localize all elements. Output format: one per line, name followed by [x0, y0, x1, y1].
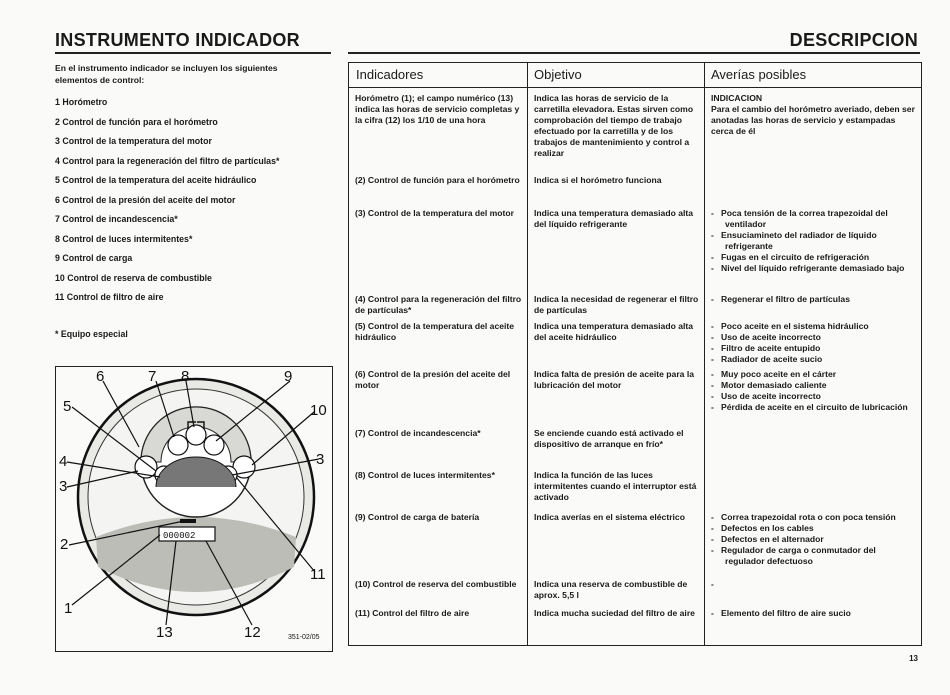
row-indicator: (9) Control de carga de batería — [355, 512, 480, 522]
row-indicator: (4) Control para la regeneración del filtro de partículas* — [355, 294, 522, 315]
row-fault-list — [711, 321, 915, 365]
diagram-label-13: 13 — [156, 624, 173, 641]
description-table — [348, 62, 922, 646]
row-fault-list — [711, 512, 915, 567]
row-objective: Indica si el horómetro funciona — [534, 175, 662, 185]
control-item: 3 Control de la temperatura del motor — [55, 136, 212, 146]
header-averias: Averías posibles — [711, 67, 807, 82]
control-item: 9 Control de carga — [55, 253, 133, 263]
row-objective: Indica una temperatura demasiado alta del aceite hidráulico — [534, 321, 694, 342]
fault-item: - Correa trapezoidal rota o con poca tensión — [711, 512, 896, 522]
control-item: 1 Horómetro — [55, 97, 108, 107]
row-fault-text: Para el cambio del horómetro averiado, deben ser anotadas las horas de servicio y estampadas cerca de él — [711, 104, 915, 136]
fault-item: - Defectos en los cables — [711, 523, 814, 533]
row-indicator: (2) Control de función para el horómetro — [355, 175, 520, 185]
row-indicator: (10) Control de reserva del combustible — [355, 579, 517, 589]
row-indicator: (7) Control de incandescencia* — [355, 428, 481, 438]
column-divider — [527, 63, 528, 645]
control-item: 2 Control de función para el horómetro — [55, 116, 218, 127]
instrument-diagram — [55, 366, 333, 652]
page-title: INSTRUMENTO INDICADOR — [55, 30, 300, 50]
fault-item: - Elemento del filtro de aire sucio — [711, 608, 851, 618]
row-indicator: Horómetro (1); el campo numérico (13) indica las horas de servicio completas y la cifra (12) los 1/10 de una hora — [355, 93, 520, 125]
row-fault-title: INDICACION — [711, 93, 763, 103]
glow-lamp — [168, 435, 188, 455]
table-header — [349, 63, 921, 88]
row-fault-list — [711, 608, 915, 619]
turn-signal-lamp — [186, 425, 206, 445]
control-item: 5 Control de la temperatura del aceite hidráulico — [55, 175, 257, 185]
diagram-label-3-right: 3 — [316, 451, 325, 468]
row-fault-list — [711, 294, 915, 305]
row-indicator: (11) Control del filtro de aire — [355, 608, 470, 618]
control-item: 4 Control para la regeneración del filtro de partículas* — [55, 155, 280, 166]
hour-counter-text: 000002 — [163, 531, 196, 541]
diagram-code: 351-02/05 — [288, 634, 320, 641]
control-item: 6 Control de la presión del aceite del motor — [55, 194, 236, 205]
fault-item: - Filtro de aceite entupido — [711, 343, 821, 353]
diagram-label-7: 7 — [148, 368, 157, 385]
control-list — [55, 97, 279, 312]
header-objetivo: Objetivo — [534, 67, 582, 82]
intro-text: En el instrumento indicador se incluyen los siguientes elementos de control: — [55, 63, 278, 85]
row-objective: Indica falta de presión de aceite para la lubricación del motor — [534, 369, 694, 390]
fault-item: - Nivel del líquido refrigerante demasiado bajo — [711, 263, 905, 273]
control-item: 8 Control de luces intermitentes* — [55, 233, 193, 244]
fault-item: - Uso de aceite incorrecto — [711, 332, 821, 342]
page-number: 13 — [909, 654, 918, 663]
title-rule-right — [348, 52, 920, 54]
row-fault-list — [711, 208, 915, 274]
control-item: 11 Control de filtro de aire — [55, 292, 164, 302]
row-indicator: (3) Control de la temperatura del motor — [355, 208, 515, 218]
diagram-label-12: 12 — [244, 624, 261, 641]
fault-item: - Poca tensión de la correa trapezoidal del ventilador — [711, 208, 888, 229]
row-objective: Indica averías en el sistema eléctrico — [534, 512, 685, 522]
row-objective: Indica mucha suciedad del filtro de aire — [534, 608, 695, 618]
fault-item: - Regulador de carga o conmutador del regulador defectuoso — [711, 545, 876, 566]
diagram-label-3: 3 — [59, 478, 68, 495]
fault-item: - Radiador de aceite sucio — [711, 354, 823, 364]
row-objective: Indica una temperatura demasiado alta del líquido refrigerante — [534, 208, 694, 229]
row-objective: Indica una reserva de combustible de aprox. 5,5 l — [534, 579, 688, 600]
fault-item: - Regenerar el filtro de partículas — [711, 294, 850, 304]
diagram-label-10: 10 — [310, 402, 327, 419]
battery-lamp — [204, 435, 224, 455]
title-rule-left — [55, 52, 331, 54]
row-objective: Indica las horas de servicio de la carretilla elevadora. Estas sirven como comprobación del tiempo de trabajo efectuado por la carretilla y de los trabajos de mantenimiento y control a realizar — [534, 93, 694, 158]
control-item: 10 Control de reserva de combustible — [55, 272, 212, 283]
fault-item: - Uso de aceite incorrecto — [711, 391, 821, 401]
section-title: DESCRIPCION — [789, 30, 918, 50]
column-divider — [704, 63, 705, 645]
row-objective: Indica la función de las luces intermitentes cuando el interruptor está activado — [534, 470, 697, 502]
gauge-illustration — [56, 367, 332, 651]
diagram-label-2: 2 — [60, 536, 69, 553]
diagram-label-5: 5 — [63, 398, 72, 415]
fault-item: - Ensuciamineto del radiador de líquido refrigerante — [711, 230, 877, 251]
diagram-label-8: 8 — [181, 368, 190, 385]
fault-item: - Poco aceite en el sistema hidráulico — [711, 321, 869, 331]
footnote: * Equipo especial — [55, 329, 128, 339]
fault-item: - Muy poco aceite en el cárter — [711, 369, 837, 379]
row-objective: Se enciende cuando está activado el dispositivo de arranque en frío* — [534, 428, 684, 449]
diagram-label-11: 11 — [310, 566, 326, 583]
row-fault-list — [711, 369, 915, 413]
row-indicator: (8) Control de luces intermitentes* — [355, 470, 495, 480]
diagram-label-9: 9 — [284, 368, 293, 385]
diagram-label-6: 6 — [96, 368, 105, 385]
fault-item: - Fugas en el circuito de refrigeración — [711, 252, 870, 262]
row-objective: Indica la necesidad de regenerar el filtro de partículas — [534, 294, 699, 315]
fault-item: - Pérdida de aceite en el circuito de lubricación — [711, 402, 908, 412]
diagram-label-1: 1 — [64, 600, 73, 617]
control-item: 7 Control de incandescencia* — [55, 214, 178, 224]
header-indicadores: Indicadores — [356, 67, 424, 82]
fault-item: - Motor demasiado caliente — [711, 380, 827, 390]
row-fault-dash: - — [711, 579, 714, 589]
row-indicator: (5) Control de la temperatura del aceite hidráulico — [355, 321, 515, 342]
row-indicator: (6) Control de la presión del aceite del motor — [355, 369, 511, 390]
fault-item: - Defectos en el alternador — [711, 534, 824, 544]
diagram-label-4: 4 — [59, 453, 68, 470]
